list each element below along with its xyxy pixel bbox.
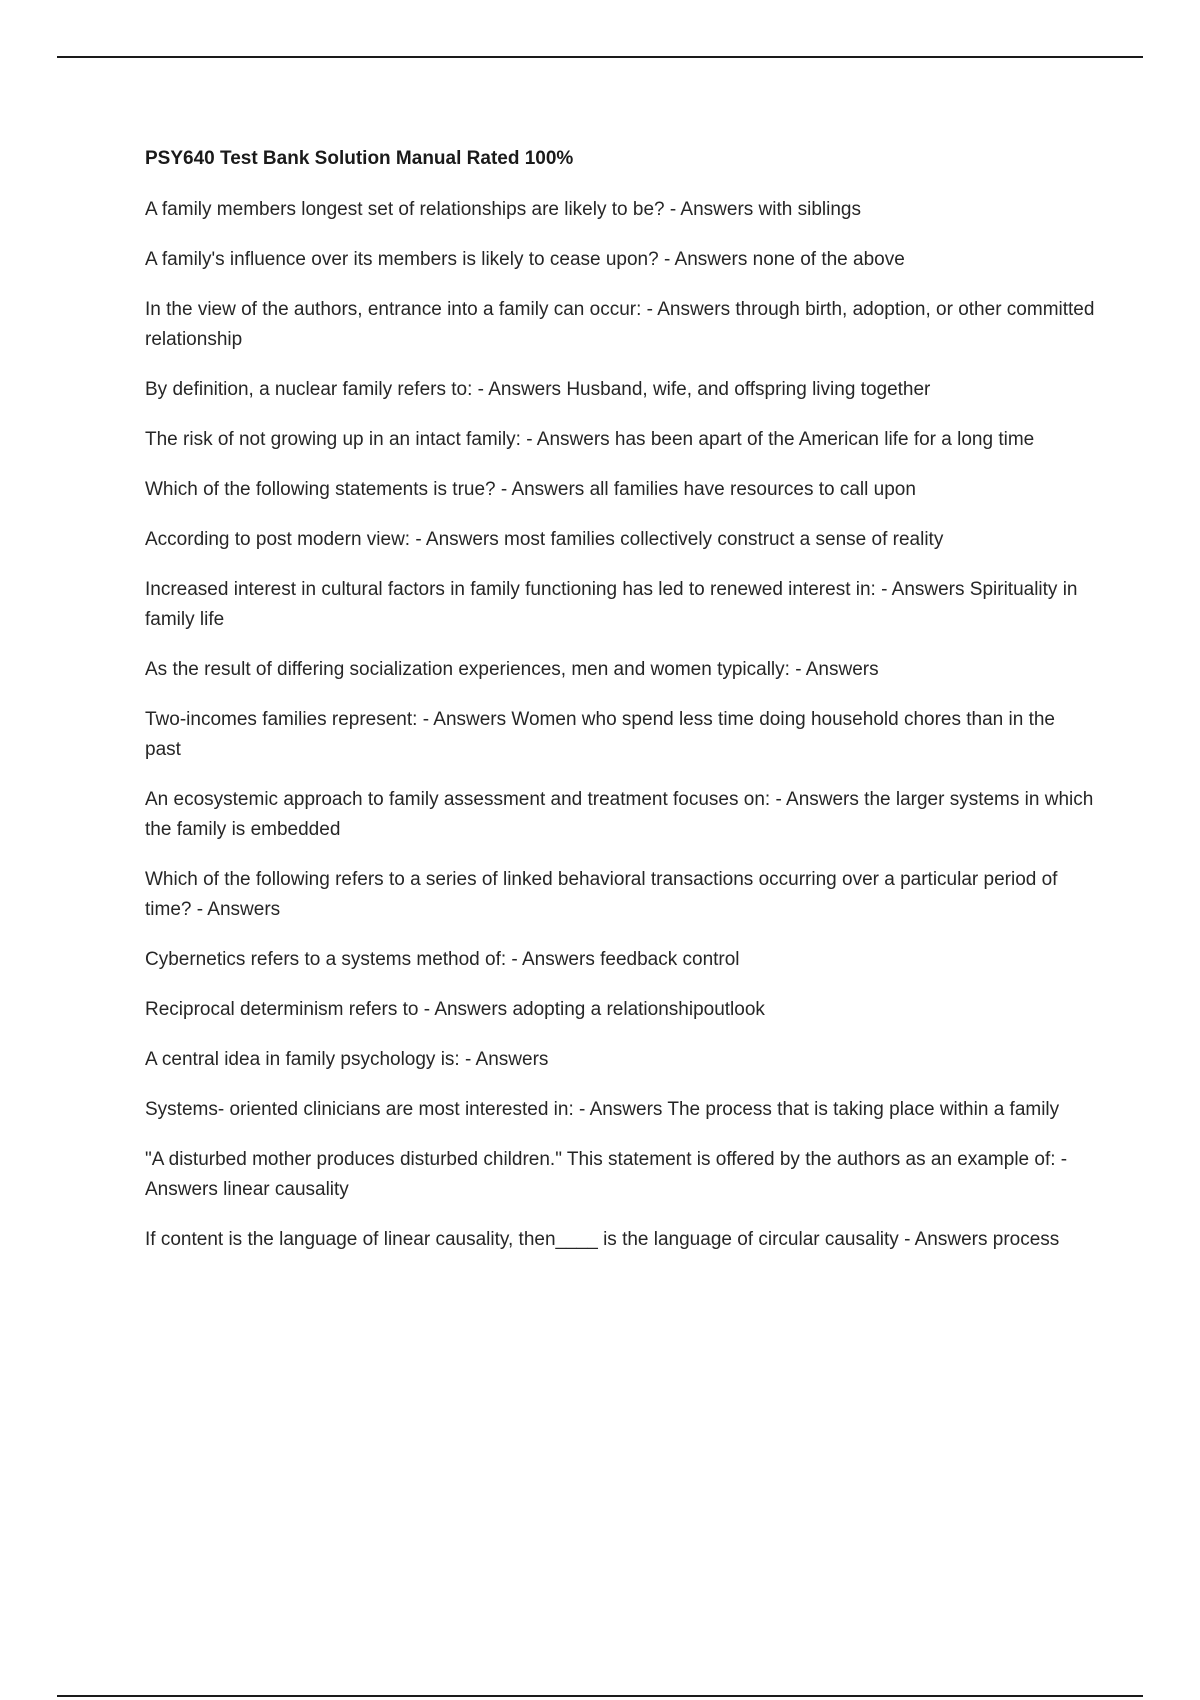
qa-item: Which of the following refers to a series of linked behavioral transactions occurring over a particular period of time? - Answers (145, 869, 1058, 920)
qa-item: Two-incomes families represent: - Answers Women who spend less time doing household chores than in the past (145, 709, 1055, 760)
qa-item: "A disturbed mother produces disturbed children." This statement is offered by the authors as an example of: - Answers linear causality (145, 1149, 1068, 1200)
qa-item: According to post modern view: - Answers most families collectively construct a sense of reality (145, 529, 944, 550)
qa-item: By definition, a nuclear family refers to: - Answers Husband, wife, and offspring living together (145, 379, 931, 400)
qa-item: Cybernetics refers to a systems method of: - Answers feedback control (145, 949, 740, 970)
header-divider (57, 56, 1143, 58)
qa-item: A central idea in family psychology is: - Answers (145, 1049, 549, 1070)
qa-item: Reciprocal determinism refers to - Answers adopting a relationshipoutlook (145, 999, 765, 1020)
qa-item: Increased interest in cultural factors in family functioning has led to renewed interest in: - Answers Spirituality in family life (145, 579, 1078, 630)
qa-list (145, 195, 1095, 1255)
document-title: PSY640 Test Bank Solution Manual Rated 100% (145, 148, 574, 169)
qa-item: A family's influence over its members is likely to cease upon? - Answers none of the above (145, 249, 905, 270)
qa-item: If content is the language of linear causality, then____ is the language of circular causality - Answers process (145, 1229, 1060, 1250)
document-body (145, 146, 1095, 1275)
qa-item: A family members longest set of relationships are likely to be? - Answers with siblings (145, 199, 861, 220)
qa-item: The risk of not growing up in an intact family: - Answers has been apart of the American life for a long time (145, 429, 1035, 450)
qa-item: Which of the following statements is true? - Answers all families have resources to call upon (145, 479, 916, 500)
footer-divider (57, 1695, 1143, 1697)
qa-item: An ecosystemic approach to family assessment and treatment focuses on: - Answers the larger systems in which the family is embedded (145, 789, 1094, 840)
qa-item: In the view of the authors, entrance into a family can occur: - Answers through birth, adoption, or other committed relationship (145, 299, 1095, 350)
qa-item: As the result of differing socialization experiences, men and women typically: - Answers (145, 659, 879, 680)
qa-item: Systems- oriented clinicians are most interested in: - Answers The process that is taking place within a family (145, 1099, 1060, 1120)
